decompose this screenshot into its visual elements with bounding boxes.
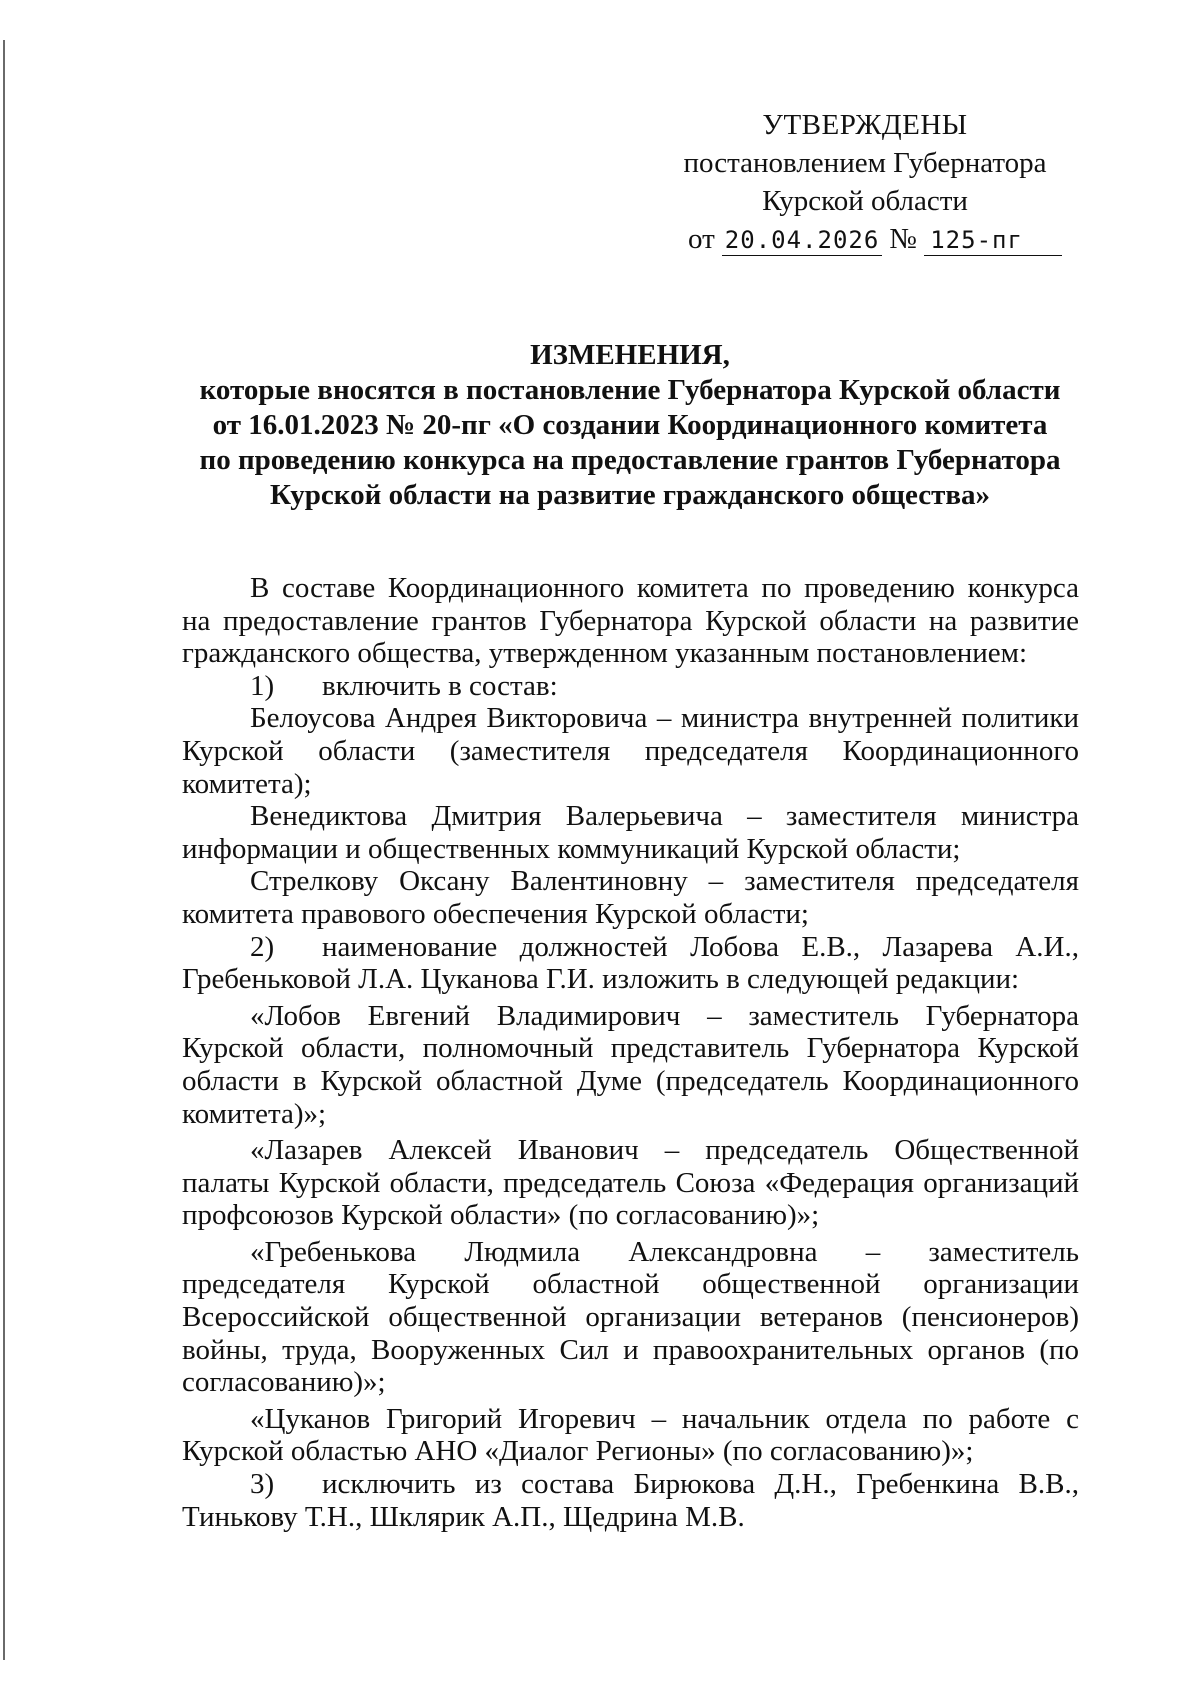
item-2 [182,931,1079,996]
item-1-paragraph-1: Белоусова Андрея Викторовича – министра внутренней политики Курской области (заместителя председателя Координационного комитета); [182,702,1079,800]
approval-title: УТВЕРЖДЕНЫ [762,109,968,141]
date-prefix: от [688,223,715,255]
item-1-number: 1) [250,669,275,702]
approval-line-2: Курской области [762,185,968,217]
approval-date: 20.04.2026 [722,225,882,256]
approval-number: 125-пг [924,225,1062,256]
item-2-paragraph-1: «Лобов Евгений Владимирович – заместитель Губернатора Курской области, полномочный представитель Губернатора Курской области в Курской областной Думе (председатель Координационного комитета)»; [182,999,1079,1130]
heading-line-5: Курской области на развитие гражданского общества» [270,479,990,511]
heading-line-4: по проведению конкурса на предоставление грантов Губернатора [199,444,1061,476]
item-1 [182,670,1079,703]
item-3-number: 3) [250,1468,275,1501]
item-2-paragraph-3: «Гребенькова Людмила Александровна – заместитель председателя Курской областной общественной организации Всероссийской общественной организации ветеранов (пенсионеров) войны, труда, Вооруженных Сил и правоохранительных органов (по согласованию)»; [182,1235,1079,1399]
scan-edge-line [3,40,5,1660]
intro-paragraph: В составе Координационного комитета по проведению конкурса на предоставление грантов Губернатора Курской области на развитие гражданского общества, утвержденном указанным постановлением: [182,572,1079,670]
heading-title: ИЗМЕНЕНИЯ, [530,339,730,371]
heading-line-3: от 16.01.2023 № 20-пг «О создании Координационного комитета [212,409,1048,441]
document-heading [180,338,1080,513]
item-2-paragraph-4: «Цуканов Григорий Игоревич – начальник отдела по работе с Курской областью АНО «Диалог Регионы» (по согласованию)»; [182,1402,1079,1468]
approval-line-1: постановлением Губернатора [683,147,1047,179]
item-1-paragraph-2: Венедиктова Дмитрия Валерьевича – заместителя министра информации и общественных коммуникаций Курской области; [182,800,1079,865]
approval-block [650,106,1080,258]
item-1-text: включить в состав: [322,669,558,702]
approval-date-line [650,220,1080,258]
item-3-text: исключить из состава Бирюкова Д.Н., Гребенкина В.В., Тинькову Т.Н., Шклярик А.П., Щедрина М.В. [182,1468,1079,1533]
item-1-paragraph-3: Стрелкову Оксану Валентиновну – заместителя председателя комитета правового обеспечения Курской области; [182,865,1079,930]
heading-line-2: которые вносятся в постановление Губернатора Курской области [199,374,1061,406]
item-2-paragraph-2: «Лазарев Алексей Иванович – председатель Общественной палаты Курской области, председатель Союза «Федерация организаций профсоюзов Курской области» (по согласованию)»; [182,1134,1079,1232]
document-body [182,572,1079,1533]
number-sign: № [889,223,917,255]
item-2-number: 2) [250,930,275,963]
item-2-text: наименование должностей Лобова Е.В., Лазарева А.И., Гребеньковой Л.А. Цуканова Г.И. изложить в следующей редакции: [182,930,1079,996]
item-3 [182,1468,1079,1533]
